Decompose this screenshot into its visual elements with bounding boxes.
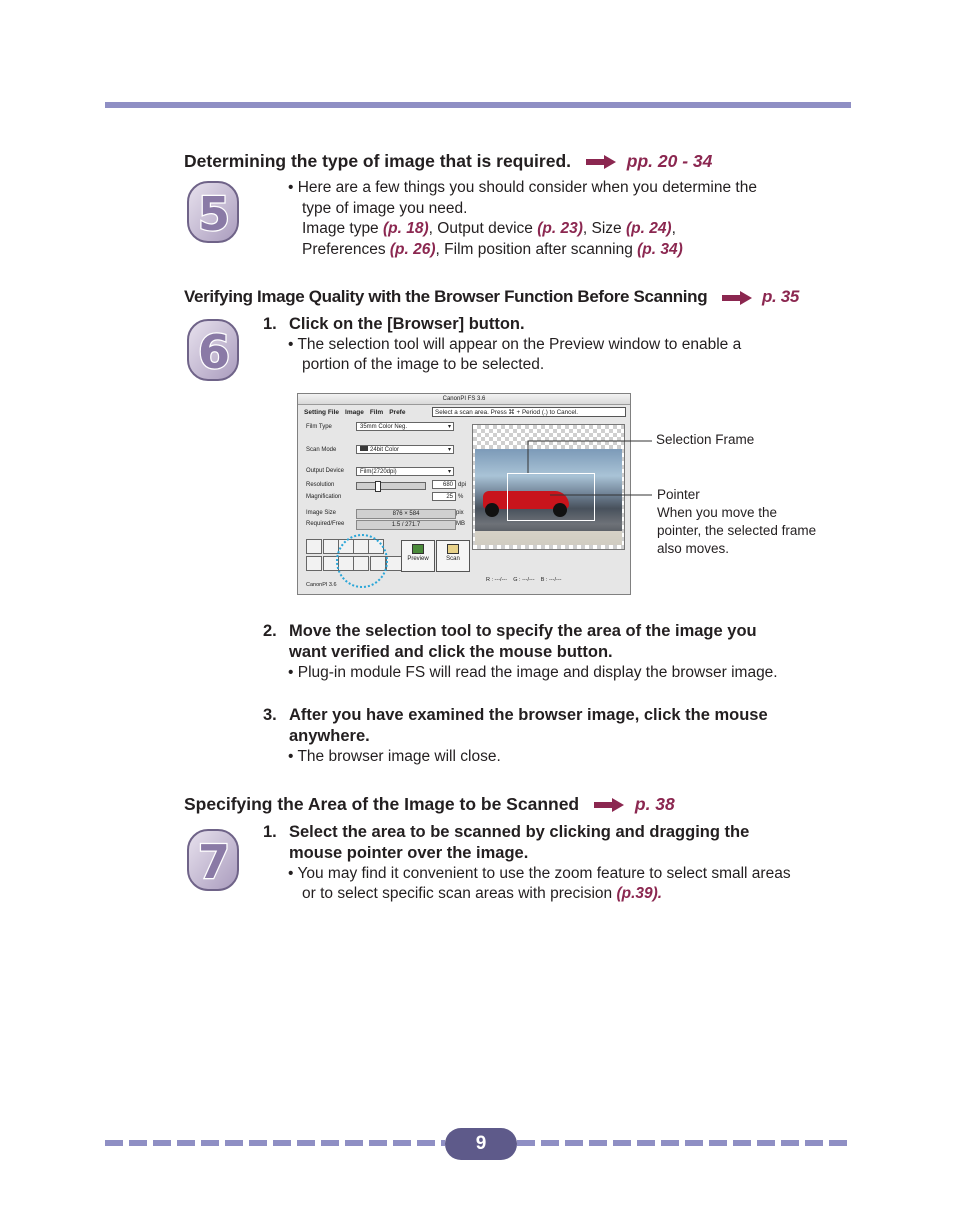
required-free-value: 1.5 / 271.7 [356, 520, 456, 530]
scan-mode-select[interactable] [356, 445, 454, 454]
scan-area-tooltip: Select a scan area. Press ⌘ + Period (.) to Cancel. [432, 407, 626, 417]
section-5-title: Determining the type of image that is required. [184, 151, 572, 171]
chevron-down-icon: ▾ [447, 447, 451, 453]
scan-button[interactable] [436, 540, 470, 572]
color-mode-icon [360, 446, 368, 451]
section-7-heading [184, 794, 675, 815]
header-bar [105, 102, 851, 108]
chevron-down-icon: ▾ [447, 469, 451, 475]
section-7-bullet-2 [302, 884, 662, 905]
step-text: mouse pointer over the image. [289, 844, 529, 862]
scan-mode-value: 24bit Color [370, 447, 400, 453]
resolution-slider[interactable] [356, 482, 426, 490]
menu-bar [304, 407, 432, 418]
step-text: After you have examined the browser image, click the mouse [289, 706, 768, 724]
zoom-icon[interactable] [306, 556, 322, 571]
step-5-number-icon [186, 180, 240, 244]
section-7-step-1 [263, 822, 749, 864]
film-type-value: 35mm Color Neg. [360, 424, 408, 430]
slider-handle[interactable] [375, 481, 381, 492]
svg-text:6: 6 [197, 325, 231, 379]
preview-icon [412, 544, 424, 554]
menu-film[interactable]: Film [369, 409, 384, 416]
step-number: 2. [263, 622, 277, 640]
resolution-input[interactable]: 680 [432, 480, 456, 489]
output-device-value: Film(2720dpi) [360, 469, 397, 475]
step-number: 1. [263, 823, 277, 841]
pointer-callout-line: pointer, the selected frame [657, 523, 817, 538]
arrow-right-icon [722, 291, 752, 305]
section-6-step-2-bullet: • Plug-in module FS will read the image and display the browser image. [288, 664, 778, 681]
pointer-callout-title: Pointer [657, 487, 700, 502]
output-device-select[interactable] [356, 467, 454, 476]
section-7-bullet-1: • You may find it convenient to use the zoom feature to select small areas [288, 865, 791, 882]
page-ref[interactable]: (p. 18) [383, 220, 429, 237]
step-7-number-icon [186, 828, 240, 892]
section-6-heading [184, 287, 799, 307]
step-text: anywhere. [289, 727, 370, 745]
section-6-step-2 [263, 621, 757, 663]
image-size-unit: pix [456, 510, 464, 516]
section-5-bullet-1: • Here are a few things you should consider when you determine the [288, 179, 757, 196]
window-titlebar [298, 394, 630, 405]
required-free-unit: MB [456, 521, 465, 527]
section-7-page-ref[interactable]: p. 38 [634, 794, 675, 814]
car-wheel [485, 503, 499, 517]
film-type-label: Film Type [306, 424, 332, 430]
scan-icon [447, 544, 459, 554]
step-number: 3. [263, 706, 277, 724]
section-6-title: Verifying Image Quality with the Browser Function Before Scanning [184, 287, 708, 306]
section-5-refs-line-2 [302, 240, 683, 261]
step-text: Click on the [Browser] button. [289, 315, 525, 333]
step-text: Select the area to be scanned by clicking and dragging the [289, 823, 750, 841]
selection-frame-callout: Selection Frame [656, 432, 755, 447]
svg-text:7: 7 [197, 835, 231, 889]
required-free-label: Required/Free [306, 521, 345, 527]
resolution-label: Resolution [306, 482, 335, 488]
magnification-unit: % [458, 494, 464, 500]
section-5-refs-line-1 [302, 219, 676, 240]
text: , [671, 220, 676, 237]
status-r: R : ---/--- [486, 577, 508, 583]
magnification-input[interactable]: 25 [432, 492, 456, 501]
callout-lines [520, 425, 660, 525]
footer-version: CanonPI 3.6 [306, 582, 337, 588]
page-ref[interactable]: (p. 34) [637, 241, 683, 258]
pointer-callout [657, 486, 816, 558]
eraser-icon[interactable] [386, 556, 402, 571]
scan-label: Scan [446, 556, 460, 562]
step-6-number-icon [186, 318, 240, 382]
section-6-page-ref[interactable]: p. 35 [761, 287, 799, 306]
section-5-bullet-2: type of image you need. [302, 200, 468, 217]
section-6-step-1-bullet-2: portion of the image to be selected. [302, 356, 545, 373]
menu-preferences[interactable]: Prefe [389, 409, 406, 416]
window-title: CanonPI FS 3.6 [442, 396, 486, 402]
section-5-page-ref[interactable]: pp. 20 - 34 [626, 151, 713, 171]
text: , Size [582, 220, 626, 237]
step-text: want verified and click the mouse button. [289, 643, 613, 661]
menu-image[interactable]: Image [345, 409, 364, 416]
section-6-step-1 [263, 314, 525, 335]
pointer-callout-line: also moves. [657, 541, 730, 556]
highlight-circle [336, 534, 388, 588]
status-g: G : ---/--- [513, 577, 535, 583]
step-number: 1. [263, 315, 277, 333]
magnification-label: Magnification [306, 494, 342, 500]
preview-label: Preview [407, 556, 429, 562]
footer-dashes-right [517, 1140, 851, 1146]
svg-text:5: 5 [197, 187, 231, 241]
page-number: 9 [445, 1128, 517, 1160]
crowd-strip [475, 531, 622, 545]
section-5-heading [184, 151, 712, 172]
text: , Film position after scanning [435, 241, 638, 258]
output-device-label: Output Device [306, 468, 345, 474]
page-ref[interactable]: (p. 24) [625, 220, 672, 237]
scan-mode-label: Scan Mode [306, 447, 337, 453]
arrow-right-icon [594, 798, 624, 812]
add-icon[interactable] [306, 539, 322, 554]
status-b: B : ---/--- [540, 577, 562, 583]
film-type-select[interactable] [356, 422, 454, 431]
section-6-step-3 [263, 705, 768, 747]
text: or to select specific scan areas with precision [302, 885, 617, 902]
pointer-callout-line: When you move the [657, 505, 778, 520]
section-7-title: Specifying the Area of the Image to be Scanned [184, 794, 580, 814]
page-ref[interactable]: (p. 26) [389, 241, 436, 258]
section-6-step-3-bullet: • The browser image will close. [288, 748, 501, 765]
page-ref[interactable]: (p.39). [616, 885, 663, 902]
rgb-readout [486, 577, 562, 583]
chevron-down-icon: ▾ [447, 424, 451, 430]
section-6-step-1-bullet-1: • The selection tool will appear on the Preview window to enable a [288, 336, 742, 353]
menu-setting-file[interactable]: Setting File [304, 409, 340, 416]
text: Image type [302, 220, 383, 237]
text: , Output device [428, 220, 538, 237]
arrow-right-icon [586, 155, 616, 169]
footer-dashes-left [105, 1140, 445, 1146]
step-text: Move the selection tool to specify the area of the image you [289, 622, 757, 640]
text: Preferences [302, 241, 390, 258]
preview-button[interactable] [401, 540, 435, 572]
image-size-value: 876 × 584 [356, 509, 456, 519]
image-size-label: Image Size [306, 510, 337, 516]
resolution-unit: dpi [458, 482, 467, 488]
page-ref[interactable]: (p. 23) [537, 220, 583, 237]
